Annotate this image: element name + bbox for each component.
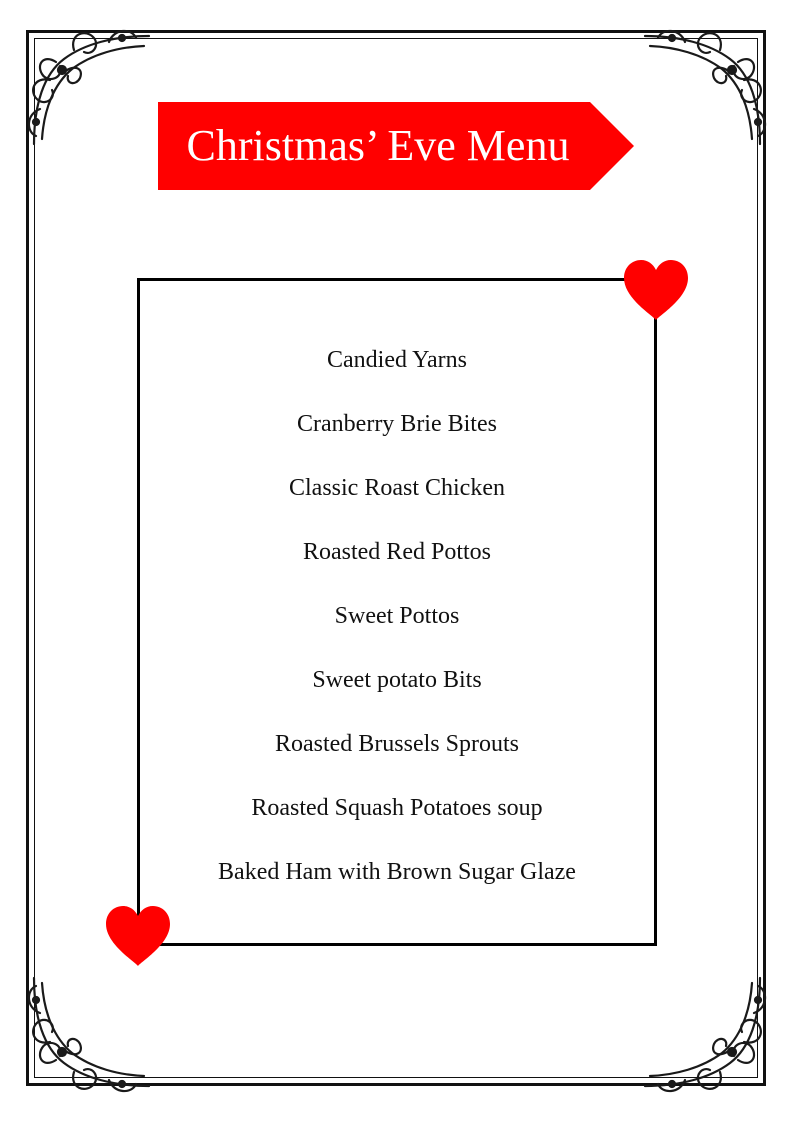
ornamental-flourish-icon — [14, 958, 164, 1108]
menu-item: Classic Roast Chicken — [289, 475, 505, 501]
menu-item: Cranberry Brie Bites — [297, 411, 497, 437]
menu-item: Roasted Brussels Sprouts — [274, 731, 519, 757]
menu-item: Roasted Squash Potatoes soup — [251, 795, 543, 821]
ornamental-flourish-icon — [630, 14, 780, 164]
page-title: Christmas’ Eve Menu — [186, 121, 570, 170]
title-banner — [158, 102, 634, 190]
ornamental-flourish-icon — [630, 958, 780, 1108]
menu-item: Baked Ham with Brown Sugar Glaze — [218, 859, 576, 885]
menu-item: Roasted Red Pottos — [302, 539, 491, 565]
ornamental-flourish-icon — [14, 14, 164, 164]
menu-item: Candied Yarns — [326, 347, 467, 373]
menu-item: Sweet Pottos — [334, 603, 460, 629]
heart-icon — [622, 258, 690, 322]
heart-icon — [104, 904, 172, 968]
menu-item: Sweet potato Bits — [312, 667, 482, 693]
menu-list — [140, 341, 654, 917]
menu-box — [137, 278, 657, 946]
